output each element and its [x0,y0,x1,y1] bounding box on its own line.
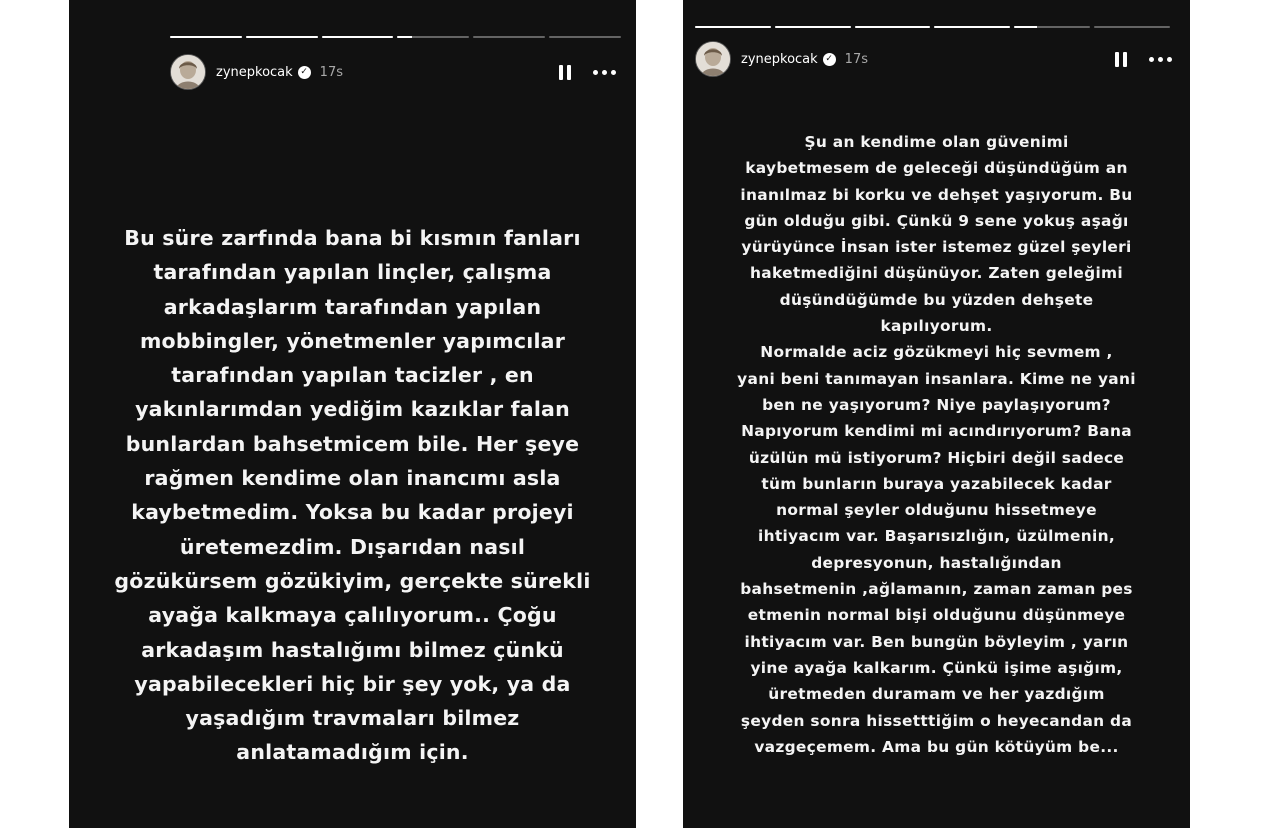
story-progress-bar [695,26,1170,28]
progress-fill [170,36,242,38]
story-text-line: ben ne yaşıyorum? Niye paylaşıyorum? [762,395,1111,414]
progress-fill [775,26,851,28]
story-text-line: arkadaşlarım tarafından yapılan [163,294,542,319]
story-text-line: yani beni tanımayan insanlara. Kime ne yani [737,369,1136,388]
story-text-line: gün olduğu gibi. Çünkü 9 sene yokuş aşağı [744,211,1129,230]
story-text-line: üzülün mü istiyorum? Hiçbiri değil sadece [748,448,1125,467]
story-text-line: şeyden sonra hissetttiğim o heyecandan da [740,711,1133,730]
progress-fill [695,26,771,28]
avatar[interactable] [695,41,731,77]
story-text-line: ihtiyacım var. Ben bungün böyleyim , yarın [744,632,1129,651]
story-text-line: yapabilecekleri hiç bir şey yok, ya da [134,671,571,696]
story-text [683,129,1190,760]
story-text-line: tüm bunların buraya yazabilecek kadar [761,474,1112,493]
verified-badge-icon: ✓ [298,66,311,79]
story-progress-bar [170,36,621,38]
story-text-line: tarafından yapılan tacizler , en [171,363,534,388]
story-text-line: rağmen kendime olan inancımı asla [144,466,561,491]
story-text [69,221,636,770]
progress-segment [695,26,771,28]
story-text-line: Napıyorum kendimi mi acındırıyorum? Bana [741,422,1132,441]
timestamp: 17s [844,51,868,67]
pause-icon[interactable] [559,65,571,80]
progress-fill [246,36,318,38]
more-options-icon[interactable] [593,70,616,75]
story-text-line: Şu an kendime olan güvenimi [804,133,1069,151]
story-text-line: kaybetmedim. Yoksa bu kadar projeyi [131,500,574,525]
username[interactable]: zynepkocak [216,64,293,80]
story-text-line: yine ayağa kalkarım. Çünkü işime aşığım, [750,658,1123,677]
story-text-line: inanılmaz bi korku ve dehşet yaşıyorum. Bu [740,185,1133,204]
story-text-line: arkadaşım hastalığımı bilmez çünkü [141,637,564,662]
story-text-line: Normalde aciz gözükmeyi hiç sevmem , [760,343,1113,362]
progress-segment [170,36,242,38]
progress-fill [934,26,1010,28]
progress-segment [473,36,545,38]
story-text-line: etmenin normal bişi olduğunu düşünmeye [747,606,1126,625]
progress-segment [855,26,931,28]
story-header [695,42,1172,76]
story-text-line: üretmeden duramam ve her yazdığım [768,685,1105,704]
pause-icon[interactable] [1115,52,1127,67]
progress-segment [322,36,394,38]
story-text-line: mobbingler, yönetmenler yapımcılar [139,328,566,353]
story-panel-right[interactable] [683,0,1190,828]
progress-segment [549,36,621,38]
username[interactable]: zynepkocak [741,51,818,67]
progress-segment [1014,26,1090,28]
story-text-line: yürüyünce İnsan ister istemez güzel şeyleri [741,238,1132,257]
story-text-line: kaybetmesem de geleceği düşündüğüm an [745,159,1128,178]
story-text-line: bahsetmenin ,ağlamanın, zaman zaman pes [740,580,1133,599]
story-text-line: ayağa kalkmaya çalılıyorum.. Çoğu [148,603,557,628]
story-text-line: düşündüğümde bu yüzden dehşete [779,290,1094,309]
avatar-photo-icon [696,42,730,76]
story-text-line: Bu süre zarfında bana bi kısmın fanları [124,226,581,250]
story-text-line: haketmediğini düşünüyor. Zaten geleğimi [750,264,1123,283]
progress-segment [934,26,1010,28]
story-text-line: vazgeçemem. Ama bu gün kötüyüm be... [754,737,1119,756]
story-text-line: üretemezdim. Dışarıdan nasıl [179,534,526,559]
more-options-icon[interactable] [1149,57,1172,62]
story-text-line: anlatamadığım için. [236,740,469,765]
story-text-line: gözükürsem gözükiyim, gerçekte sürekli [114,568,591,593]
story-text-line: depresyonun, hastalığından [811,553,1062,572]
story-text-line: bunlardan bahsetmicem bile. Her şeye [125,431,580,456]
verified-badge-icon: ✓ [823,53,836,66]
progress-fill [322,36,394,38]
timestamp: 17s [319,64,343,80]
story-text-line: yakınlarımdan yediğim kazıklar falan [135,397,570,422]
story-text-line: normal şeyler olduğunu hissetmeye [776,501,1097,520]
avatar[interactable] [170,54,206,90]
progress-segment [397,36,469,38]
avatar-photo-icon [171,55,205,89]
progress-segment [246,36,318,38]
progress-fill [855,26,931,28]
story-text-line: kapılıyorum. [880,317,993,336]
story-text-line: yaşadığım travmaları bilmez [185,706,520,731]
progress-fill [1014,26,1037,28]
story-panel-left[interactable] [69,0,636,828]
progress-segment [775,26,851,28]
story-text-line: ihtiyacım var. Başarısızlığın, üzülmenin, [758,527,1115,546]
story-header [170,54,616,90]
story-text-line: tarafından yapılan linçler, çalışma [153,260,552,285]
progress-fill [397,36,411,38]
progress-segment [1094,26,1170,28]
